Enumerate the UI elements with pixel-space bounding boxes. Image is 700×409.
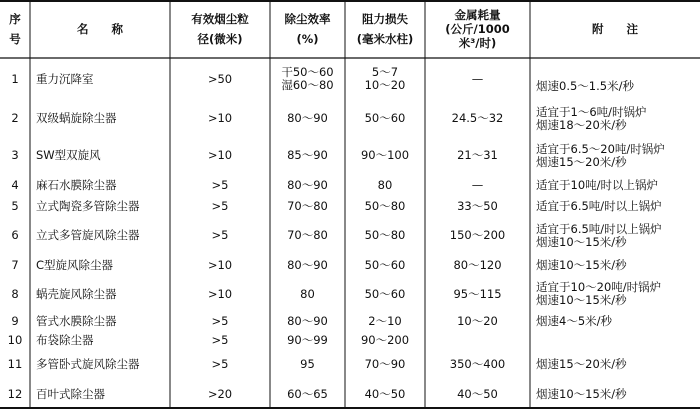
row-note-line-1: 烟速15～20米/秒 [536,356,627,371]
header-resistance [345,0,425,58]
header-note [530,0,700,58]
row-resistance: 90～100 [360,148,410,162]
header-metal-line-2: (公斤/1000 [445,22,510,36]
row-metal: 350～400 [449,356,506,371]
row-8-name [30,276,170,312]
row-efficiency: 80～90 [287,314,328,328]
row-particle: >5 [211,228,229,242]
row-11-efficiency [270,349,345,379]
row-efficiency: 85～90 [287,148,328,162]
header-efficiency [270,0,345,58]
row-index: 6 [11,228,19,242]
row-name: 百叶式除尘器 [36,386,105,401]
row-3-resistance [345,137,425,174]
row-particle: >50 [207,71,233,86]
row-name: 立式陶瓷多管除尘器 [36,199,140,213]
row-metal: 80～120 [453,257,502,272]
row-name: 重力沉降室 [36,71,94,86]
row-metal: 10～20 [457,314,498,328]
row-particle: >20 [207,386,233,401]
row-11-metal [425,349,530,379]
row-8-resistance [345,276,425,312]
row-particle: >10 [207,148,233,162]
row-name: 双级蜗旋除尘器 [36,111,117,125]
row-9-resistance [345,312,425,331]
row-6-note [530,217,700,254]
row-metal: 95～115 [453,286,502,301]
row-particle: >10 [207,257,233,272]
row-resistance: 50～60 [364,286,406,301]
row-3-name [30,137,170,174]
row-metal: 24.5～32 [451,111,504,125]
row-11-particle [170,349,270,379]
row-9-metal [425,312,530,331]
row-index: 7 [11,257,19,272]
row-7-note [530,254,700,276]
row-7-efficiency [270,254,345,276]
row-6-metal [425,217,530,254]
row-index: 1 [11,71,19,86]
header-index [0,0,30,58]
row-resistance: 2～10 [368,314,402,328]
row-2-note [530,100,700,137]
row-9-particle [170,312,270,331]
row-4-index [0,174,30,196]
row-8-index [0,276,30,312]
row-1-resistance [345,58,425,100]
header-particle [170,0,270,58]
row-1-name [30,58,170,100]
row-metal: 33～50 [457,199,498,213]
row-resistance: 50～80 [364,228,406,242]
row-name: 立式多管旋风除尘器 [36,228,140,242]
row-efficiency: 70～80 [287,228,328,242]
row-6-particle [170,217,270,254]
row-resistance: 90～200 [360,332,410,347]
row-name: 布袋除尘器 [36,332,94,347]
row-resistance-line-1: 5～7 [371,65,399,79]
row-particle: >5 [211,314,229,328]
row-12-index [0,379,30,409]
row-10-metal [425,331,530,349]
row-resistance: 50～80 [364,199,406,213]
row-12-metal [425,379,530,409]
row-10-index [0,331,30,349]
row-12-name [30,379,170,409]
row-resistance-line-2: 10～20 [364,78,406,92]
row-metal: — [471,71,484,86]
header-particle-line-1: 有效烟尘粒 [191,12,249,26]
row-efficiency-line-2: 湿60～80 [281,78,334,92]
row-note-line-2: 烟速10～15米/秒 [536,293,627,307]
row-index: 8 [11,286,19,301]
row-name: 多管卧式旋风除尘器 [36,356,140,371]
row-efficiency: 80～90 [287,111,328,125]
row-name: SW型双旋风 [36,148,101,162]
row-1-note [530,58,700,100]
row-note-line-2: 烟速18～20米/秒 [536,117,627,132]
header-metal [425,0,530,58]
row-11-note [530,349,700,379]
row-note-line-1: 适宜于6.5～20吨/时锅炉 [536,141,665,156]
header-name-text: 名 称 [77,22,123,36]
row-8-particle [170,276,270,312]
row-efficiency: 80 [300,286,315,301]
row-efficiency: 70～80 [287,199,328,213]
row-note-line-1: 适宜于6.5吨/时以上锅炉 [536,221,662,236]
row-1-index [0,58,30,100]
header-resistance-line-1: 阻力损失 [362,12,408,26]
header-metal-line-1: 金属耗量 [454,8,501,22]
row-12-resistance [345,379,425,409]
row-3-metal [425,137,530,174]
row-7-metal [425,254,530,276]
row-resistance: 70～90 [364,356,406,371]
row-12-note [530,379,700,409]
row-name: C型旋风除尘器 [36,257,114,272]
row-5-particle [170,196,270,217]
header-particle-line-2: 径(微米) [197,32,243,46]
row-9-note [530,312,700,331]
row-10-note [530,331,700,349]
header-note-text: 附 注 [592,22,638,36]
row-index: 10 [7,332,23,347]
row-9-name [30,312,170,331]
row-metal: 21～31 [457,148,498,162]
row-resistance: 50～60 [364,111,406,125]
row-1-efficiency [270,58,345,100]
row-resistance: 80 [377,177,393,192]
row-8-metal [425,276,530,312]
row-index: 4 [11,177,19,192]
row-index: 12 [7,386,23,401]
row-4-note [530,174,700,196]
row-index: 5 [11,199,19,213]
row-2-particle [170,100,270,137]
row-4-particle [170,174,270,196]
row-3-note [530,137,700,174]
row-12-particle [170,379,270,409]
row-4-efficiency [270,174,345,196]
row-metal: 150～200 [449,228,506,242]
row-9-efficiency [270,312,345,331]
row-note-line-2: 烟速15～20米/秒 [536,154,627,169]
row-10-particle [170,331,270,349]
row-9-index [0,312,30,331]
row-efficiency-line-1: 干50～60 [281,65,334,79]
row-efficiency: 95 [300,356,315,371]
row-6-efficiency [270,217,345,254]
row-particle: >10 [207,111,233,125]
row-note-line-1: 适宜于10吨/时以上锅炉 [536,177,659,192]
row-index: 11 [7,356,23,371]
row-11-resistance [345,349,425,379]
row-12-efficiency [270,379,345,409]
row-5-efficiency [270,196,345,217]
row-1-metal [425,58,530,100]
row-5-name [30,196,170,217]
row-3-index [0,137,30,174]
row-efficiency: 80～90 [287,177,328,192]
header-index-line-1: 序 [9,12,21,26]
row-resistance: 50～60 [364,257,406,272]
row-note-line-1: 烟速10～15米/秒 [536,386,627,401]
row-8-efficiency [270,276,345,312]
row-name: 蜗壳旋风除尘器 [36,286,117,301]
row-note-line-1: 适宜于10～20吨/时锅炉 [536,280,662,294]
row-5-metal [425,196,530,217]
row-10-resistance [345,331,425,349]
row-6-resistance [345,217,425,254]
row-2-metal [425,100,530,137]
header-efficiency-line-2: (%) [296,32,319,46]
row-particle: >10 [207,286,233,301]
row-note-line-1: 烟速10～15米/秒 [536,257,627,272]
row-6-index [0,217,30,254]
row-resistance: 40～50 [364,386,406,401]
row-5-index [0,196,30,217]
row-particle: >5 [211,177,229,192]
row-10-efficiency [270,331,345,349]
row-2-index [0,100,30,137]
header-metal-line-3: 米³/时) [458,36,497,50]
row-7-particle [170,254,270,276]
row-11-index [0,349,30,379]
header-name [30,0,170,58]
row-name: 麻石水膜除尘器 [36,177,117,192]
row-efficiency: 60～65 [287,386,328,401]
row-4-name [30,174,170,196]
row-4-resistance [345,174,425,196]
row-8-note [530,276,700,312]
row-2-resistance [345,100,425,137]
row-5-note [530,196,700,217]
row-3-particle [170,137,270,174]
row-7-index [0,254,30,276]
header-resistance-line-2: (毫米水柱) [356,32,414,46]
row-name: 管式水膜除尘器 [36,314,117,328]
row-index: 2 [11,111,19,125]
row-particle: >5 [211,332,229,347]
row-3-efficiency [270,137,345,174]
row-6-name [30,217,170,254]
header-efficiency-line-1: 除尘效率 [284,12,331,26]
row-note-line-1: 适宜于6.5吨/时以上锅炉 [536,199,662,213]
header-index-line-2: 号 [9,32,21,46]
row-efficiency: 80～90 [287,257,328,272]
row-efficiency: 90～99 [287,332,328,347]
row-particle: >5 [211,356,229,371]
row-1-particle [170,58,270,100]
row-11-name [30,349,170,379]
row-note-line-1: 烟速4～5米/秒 [536,314,613,328]
row-particle: >5 [211,199,229,213]
row-index: 9 [11,314,19,328]
row-10-name [30,331,170,349]
row-7-resistance [345,254,425,276]
row-metal: — [471,177,484,192]
row-metal: 40～50 [457,386,498,401]
row-2-efficiency [270,100,345,137]
row-7-name [30,254,170,276]
row-2-name [30,100,170,137]
row-note-line-1: 烟速0.5～1.5米/秒 [536,78,634,93]
row-note-line-2: 烟速10～15米/秒 [536,234,627,249]
row-note-line-1: 适宜于1～6吨/时锅炉 [536,104,647,119]
row-5-resistance [345,196,425,217]
row-index: 3 [11,148,19,162]
row-4-metal [425,174,530,196]
